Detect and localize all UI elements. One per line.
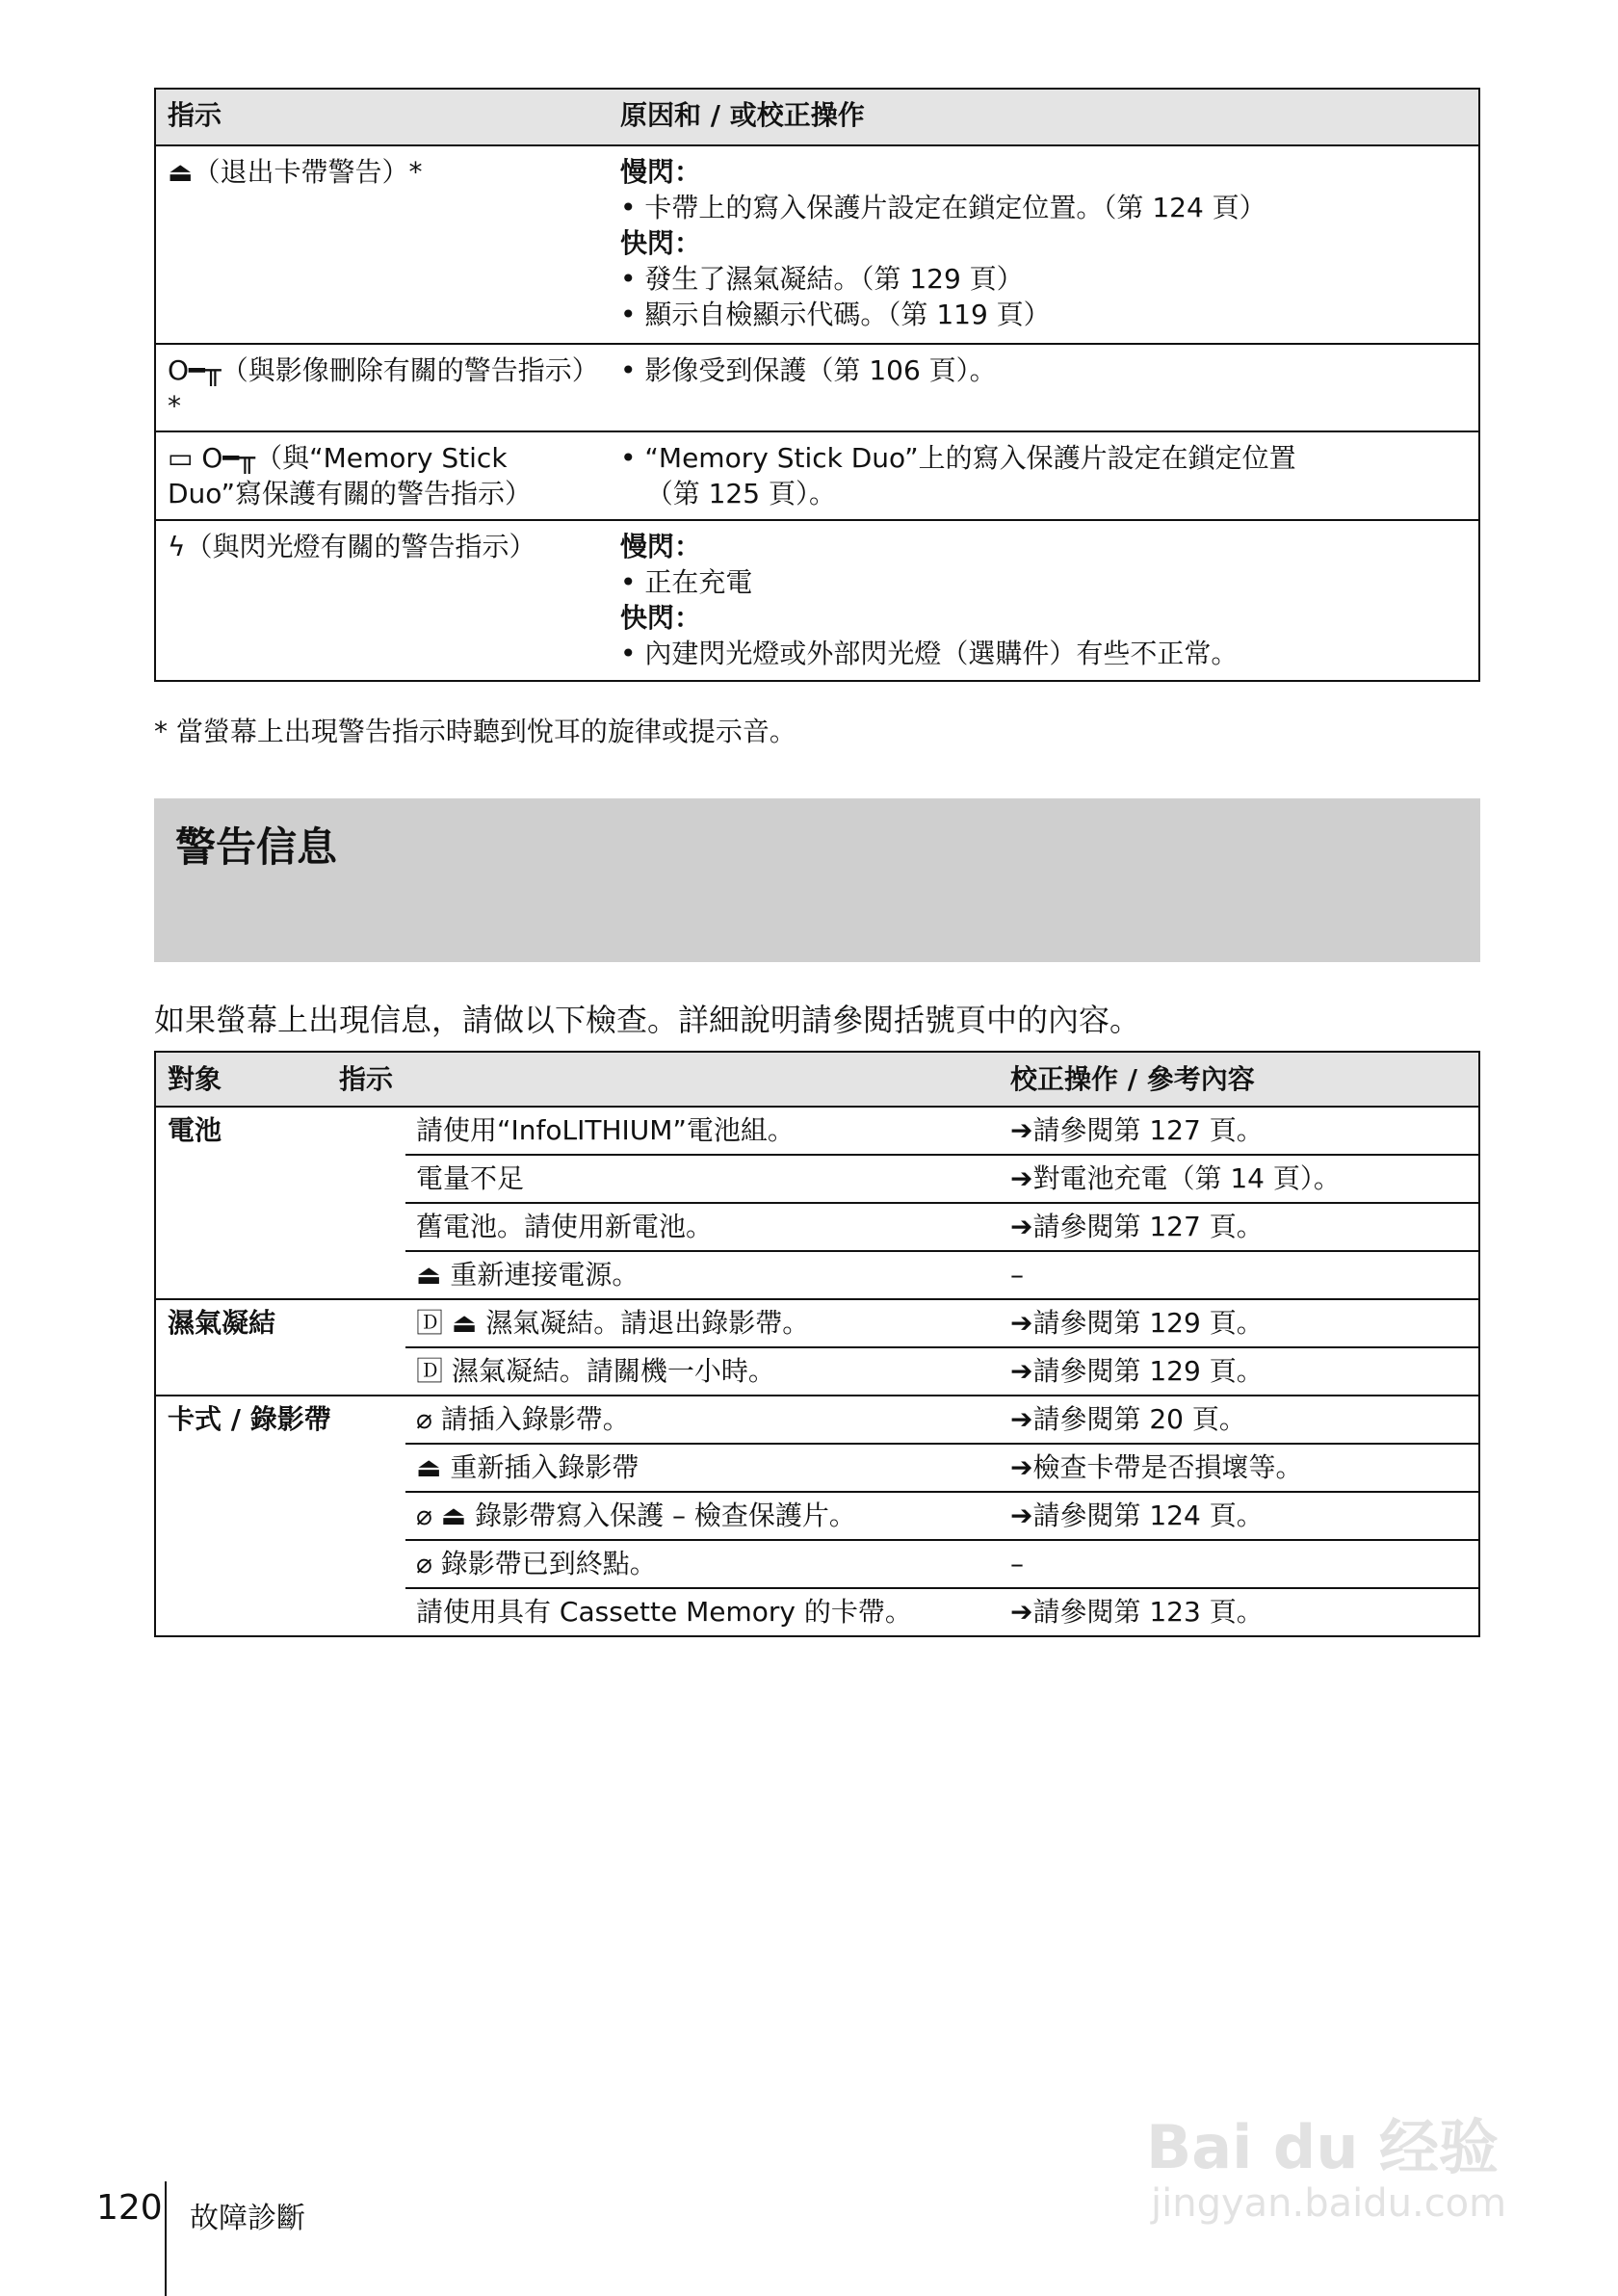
indicator-cell: O━╥（與影像刪除有關的警告指示）*: [168, 354, 586, 422]
footnote: * 當螢幕上出現警告指示時聽到悅耳的旋律或提示音。: [154, 716, 796, 747]
indicator-cell: 請使用具有 Cassette Memory 的卡帶。: [416, 1596, 912, 1628]
section-title: 警告信息: [175, 823, 338, 871]
cause-line: • 發生了濕氣凝結。（第 129 頁）: [620, 263, 1024, 295]
action-cell: ➔請參閱第 20 頁。: [1010, 1403, 1246, 1435]
action-cell: ➔對電池充電（第 14 頁）。: [1010, 1162, 1341, 1194]
table-group: [156, 1298, 1478, 1395]
watermark-url: jingyan.baidu.com: [1151, 2181, 1507, 2226]
indicator-cell: ⌀ ⏏ 錄影帶寫入保護 – 檢查保護片。: [416, 1500, 856, 1531]
cause-line: （第 125 頁）。: [620, 478, 836, 509]
table-row: [156, 519, 1478, 680]
footer-section: 故障診斷: [190, 2202, 305, 2235]
target-cell: 濕氣凝結: [168, 1307, 276, 1339]
header-col: 指示: [339, 1063, 394, 1095]
header-cause: 原因和 / 或校正操作: [620, 99, 865, 131]
indicator-cell: ▭ O━╥（與“Memory Stick Duo”寫保護有關的警告指示）: [168, 442, 532, 509]
indicator-cell: 🄳 濕氣凝結。請關機一小時。: [416, 1355, 775, 1387]
table-row: [156, 343, 1478, 430]
warning-message-table: [154, 1051, 1480, 1637]
action-cell: ➔請參閱第 127 頁。: [1010, 1114, 1264, 1146]
table-row: [156, 430, 1478, 519]
action-cell: ➔請參閱第 129 頁。: [1010, 1355, 1264, 1387]
page-number: 120: [96, 2188, 163, 2228]
action-cell: ➔請參閱第 123 頁。: [1010, 1596, 1264, 1628]
table-header-row: [156, 1053, 1478, 1106]
cause-line: • 卡帶上的寫入保護片設定在鎖定位置。（第 124 頁）: [620, 192, 1266, 223]
target-cell: 卡式 / 錄影帶: [168, 1403, 331, 1435]
indicator-cell: 🄳 ⏏ 濕氣凝結。請退出錄影帶。: [416, 1307, 810, 1339]
action-cell: ➔請參閱第 124 頁。: [1010, 1500, 1264, 1531]
footer-divider: [165, 2181, 167, 2296]
cause-line: 快閃：: [620, 227, 702, 259]
cause-line: • 顯示自檢顯示代碼。（第 119 頁）: [620, 299, 1051, 330]
cause-line: • 影像受到保護（第 106 頁）。: [620, 354, 997, 386]
table-group: [156, 1395, 1478, 1635]
action-cell: ➔請參閱第 129 頁。: [1010, 1307, 1264, 1339]
cause-line: 慢閃：: [620, 156, 702, 188]
cause-cell: [620, 521, 1468, 671]
indicator-cell: 電量不足: [416, 1162, 525, 1194]
indicator-cell: ϟ（與閃光燈有關的警告指示）: [168, 531, 536, 562]
target-cell: 電池: [168, 1114, 222, 1146]
indicator-cell: 舊電池。請使用新電池。: [416, 1211, 714, 1242]
indicator-table: [154, 88, 1480, 682]
table-group: [156, 1106, 1478, 1298]
indicator-cell: 請使用“InfoLITHIUM”電池組。: [416, 1114, 795, 1146]
cause-cell: [620, 345, 1468, 388]
cause-line: • “Memory Stick Duo”上的寫入保護片設定在鎖定位置: [620, 442, 1296, 474]
table-row: [156, 144, 1478, 343]
cause-line: • 內建閃光燈或外部閃光燈（選購件）有些不正常。: [620, 638, 1239, 669]
header-col: 校正操作 / 參考內容: [1010, 1063, 1255, 1095]
action-cell: ➔請參閱第 127 頁。: [1010, 1211, 1264, 1242]
action-cell: ➔檢查卡帶是否損壞等。: [1010, 1451, 1303, 1483]
cause-line: • 正在充電: [620, 566, 753, 598]
indicator-cell: ⏏ 重新連接電源。: [416, 1259, 639, 1291]
section-header: [154, 798, 1480, 962]
action-cell: –: [1010, 1548, 1024, 1579]
table-header-row: [156, 90, 1478, 144]
indicator-cell: ⏏（退出卡帶警告）*: [168, 156, 423, 188]
intro-text: 如果螢幕上出現信息，請做以下檢查。詳細說明請參閱括號頁中的內容。: [154, 1002, 1141, 1038]
indicator-cell: ⌀ 請插入錄影帶。: [416, 1403, 630, 1435]
indicator-cell: ⌀ 錄影帶已到終點。: [416, 1548, 657, 1579]
action-cell: –: [1010, 1259, 1024, 1291]
cause-line: 慢閃：: [620, 531, 702, 562]
cause-cell: [620, 146, 1468, 332]
watermark-logo: Bai du 经验: [1146, 2112, 1500, 2182]
indicator-cell: ⏏ 重新插入錄影帶: [416, 1451, 639, 1483]
cause-line: 快閃：: [620, 602, 702, 634]
header-col: 對象: [168, 1063, 222, 1095]
header-indicator: 指示: [168, 99, 222, 131]
cause-cell: [620, 432, 1468, 511]
